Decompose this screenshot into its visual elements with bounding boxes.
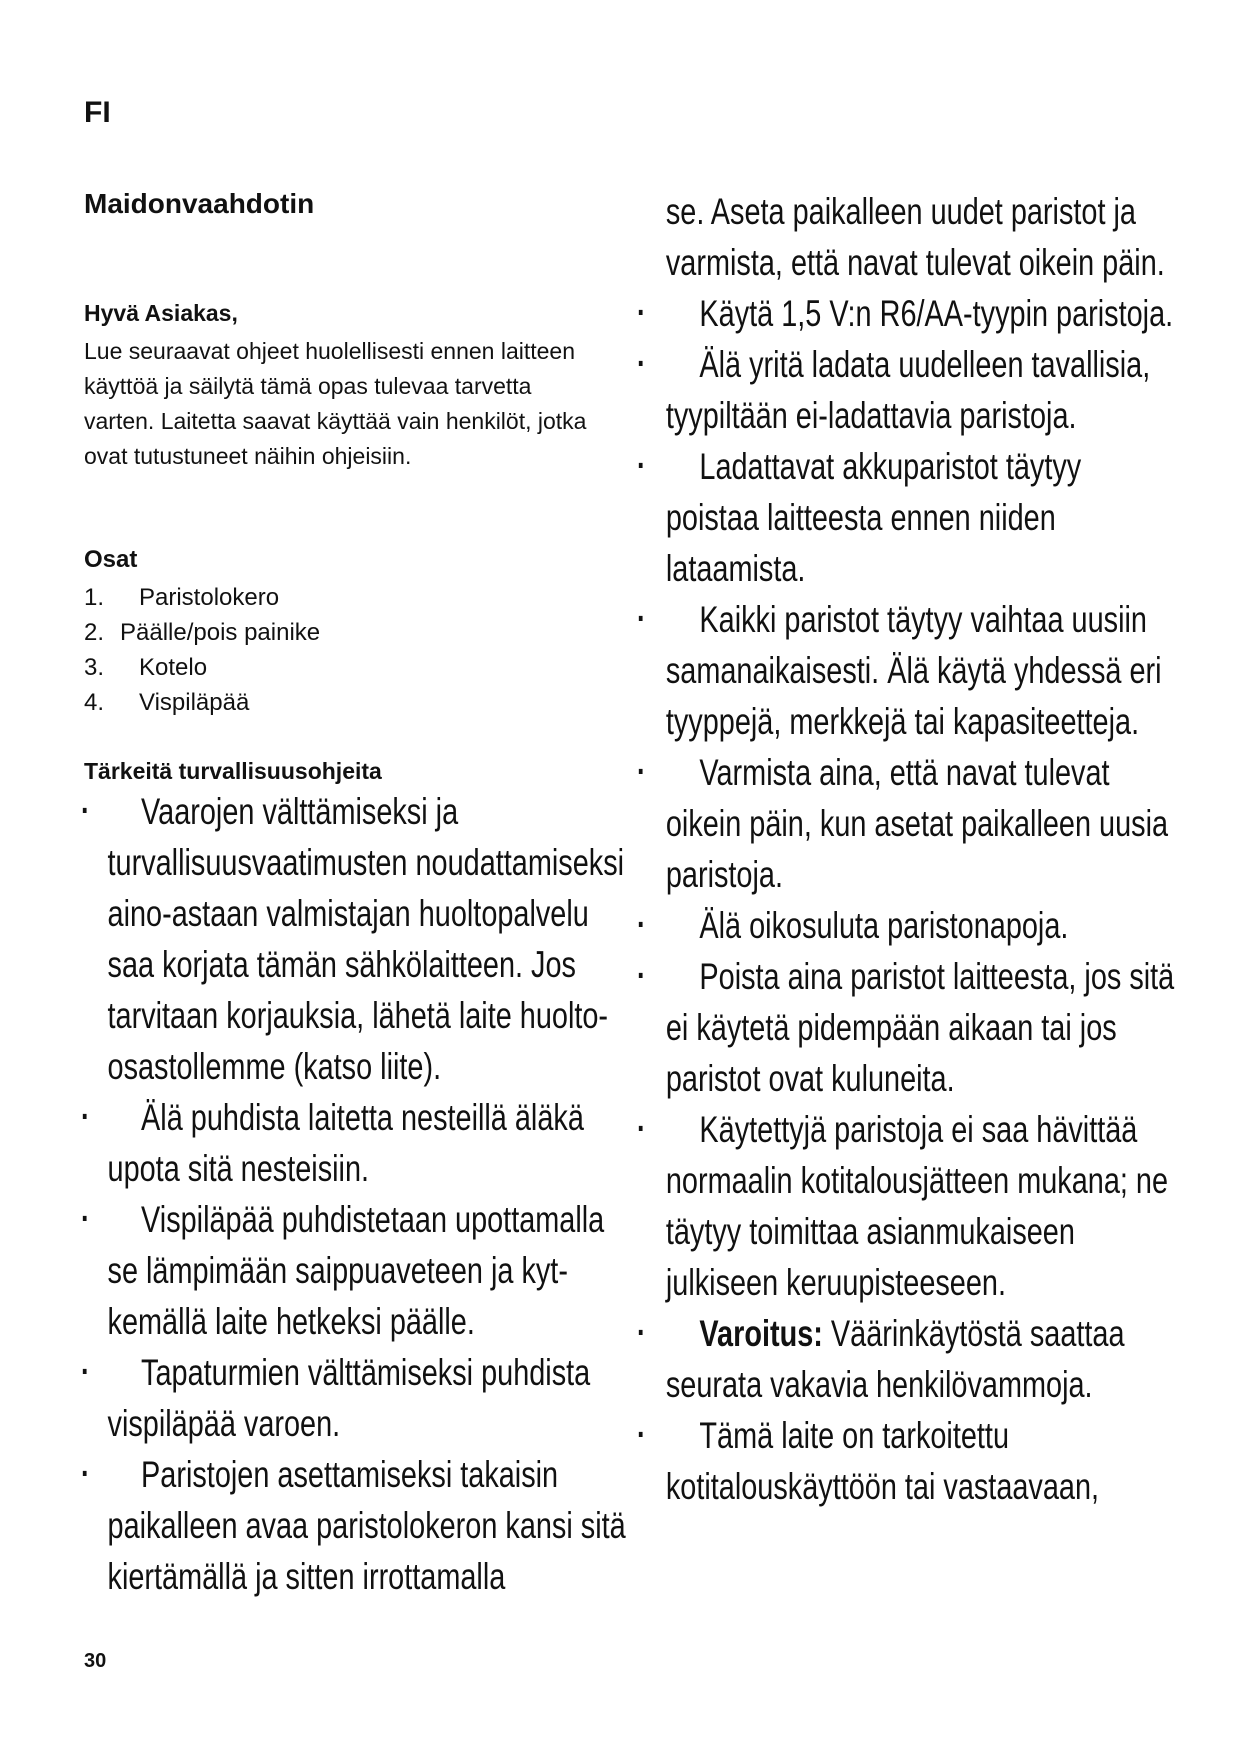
list-item: · Älä yritä ladata uudelleen tavallisia, tyypiltään ei-ladattavia paristoja. xyxy=(637,339,1179,441)
list-item: · Älä puhdista laitetta nesteillä äläkä upota sitä nesteisiin. xyxy=(81,1092,635,1194)
safety-list-right xyxy=(637,186,1179,1512)
list-item: · Poista aina paristot laitteesta, jos sitä ei käytetä pidempään aikaan tai jos paristot ovat kuluneita. xyxy=(637,951,1179,1104)
page-number: 30 xyxy=(84,1650,107,1672)
item-label: Vispiläpää xyxy=(139,689,250,716)
list-item: · Vaarojen välttämiseksi ja turvallisuusvaatimusten noudattamiseksi aino-astaan valmistajan huoltopalvelu saa korjata tämän sähkölaitteen. Jos tarvitaan korjauksia, lähetä laite huolto-osastollemme (katso liite). xyxy=(81,786,635,1092)
list-item xyxy=(84,650,320,685)
list-item: · Käytä 1,5 V:n R6/AA-tyypin paristoja. xyxy=(637,288,1179,339)
list-item: · Käytettyjä paristoja ei saa hävittää normaalin kotitalousjätteen mukana; ne täytyy toimittaa asianmukaiseen julkiseen keruupisteeseen. xyxy=(637,1104,1179,1308)
list-item xyxy=(84,615,320,650)
parts-list xyxy=(84,580,320,720)
item-number: 4. xyxy=(84,689,105,716)
list-item-continuation: se. Aseta paikalleen uudet paristot ja varmista, että navat tulevat oikein päin. xyxy=(665,191,1165,283)
list-item xyxy=(84,685,320,720)
item-label: Päälle/pois painike xyxy=(120,619,321,646)
warning-item xyxy=(637,1308,1179,1410)
parts-heading: Osat xyxy=(84,546,138,573)
list-item: · Ladattavat akkuparistot täytyy poistaa laitteesta ennen niiden lataamista. xyxy=(637,441,1179,594)
list-item: · Älä oikosuluta paristonapoja. xyxy=(637,900,1179,951)
warning-label: Varoitus: xyxy=(699,1313,823,1354)
item-label: Kotelo xyxy=(139,654,208,681)
list-item: · Paristojen asettamiseksi takaisin paikalleen avaa paristolokeron kansi sitä kiertämällä ja sitten irrottamalla xyxy=(81,1449,635,1602)
warning-text: Väärinkäytöstä saattaa seurata vakavia henkilövammoja. xyxy=(665,1313,1125,1405)
item-number: 3. xyxy=(84,654,105,681)
item-label: Paristolokero xyxy=(139,584,280,611)
list-item: · Varmista aina, että navat tulevat oikein päin, kun asetat paikalleen uusia paristoja. xyxy=(637,747,1179,900)
safety-heading: Tärkeitä turvallisuusohjeita xyxy=(84,758,382,784)
list-item: · Tämä laite on tarkoitettu kotitalouskäyttöön tai vastaavaan, xyxy=(637,1410,1179,1512)
list-item: · Tapaturmien välttämiseksi puhdista vispiläpää varoen. xyxy=(81,1347,635,1449)
item-number: 1. xyxy=(84,584,105,611)
greeting: Hyvä Asiakas, xyxy=(84,300,238,326)
item-number: 2. xyxy=(84,619,105,646)
language-code: FI xyxy=(84,96,111,129)
list-item: · Kaikki paristot täytyy vaihtaa uusiin samanaikaisesti. Älä käytä yhdessä eri tyyppejä, merkkejä tai kapasiteetteja. xyxy=(637,594,1179,747)
list-item xyxy=(84,580,320,615)
safety-list-left xyxy=(81,786,635,1602)
list-item: · Vispiläpää puhdistetaan upottamalla se lämpimään saippuaveteen ja kyt-kemällä laite hetkeksi päälle. xyxy=(81,1194,635,1347)
page-title: Maidonvaahdotin xyxy=(84,188,315,219)
intro-paragraph: Lue seuraavat ohjeet huolellisesti ennen laitteen käyttöä ja säilytä tämä opas tulevaa tarvetta varten. Laitetta saavat käyttää vain henkilöt, jotka ovat tutustuneet näihin ohjeisiin. xyxy=(84,338,587,469)
